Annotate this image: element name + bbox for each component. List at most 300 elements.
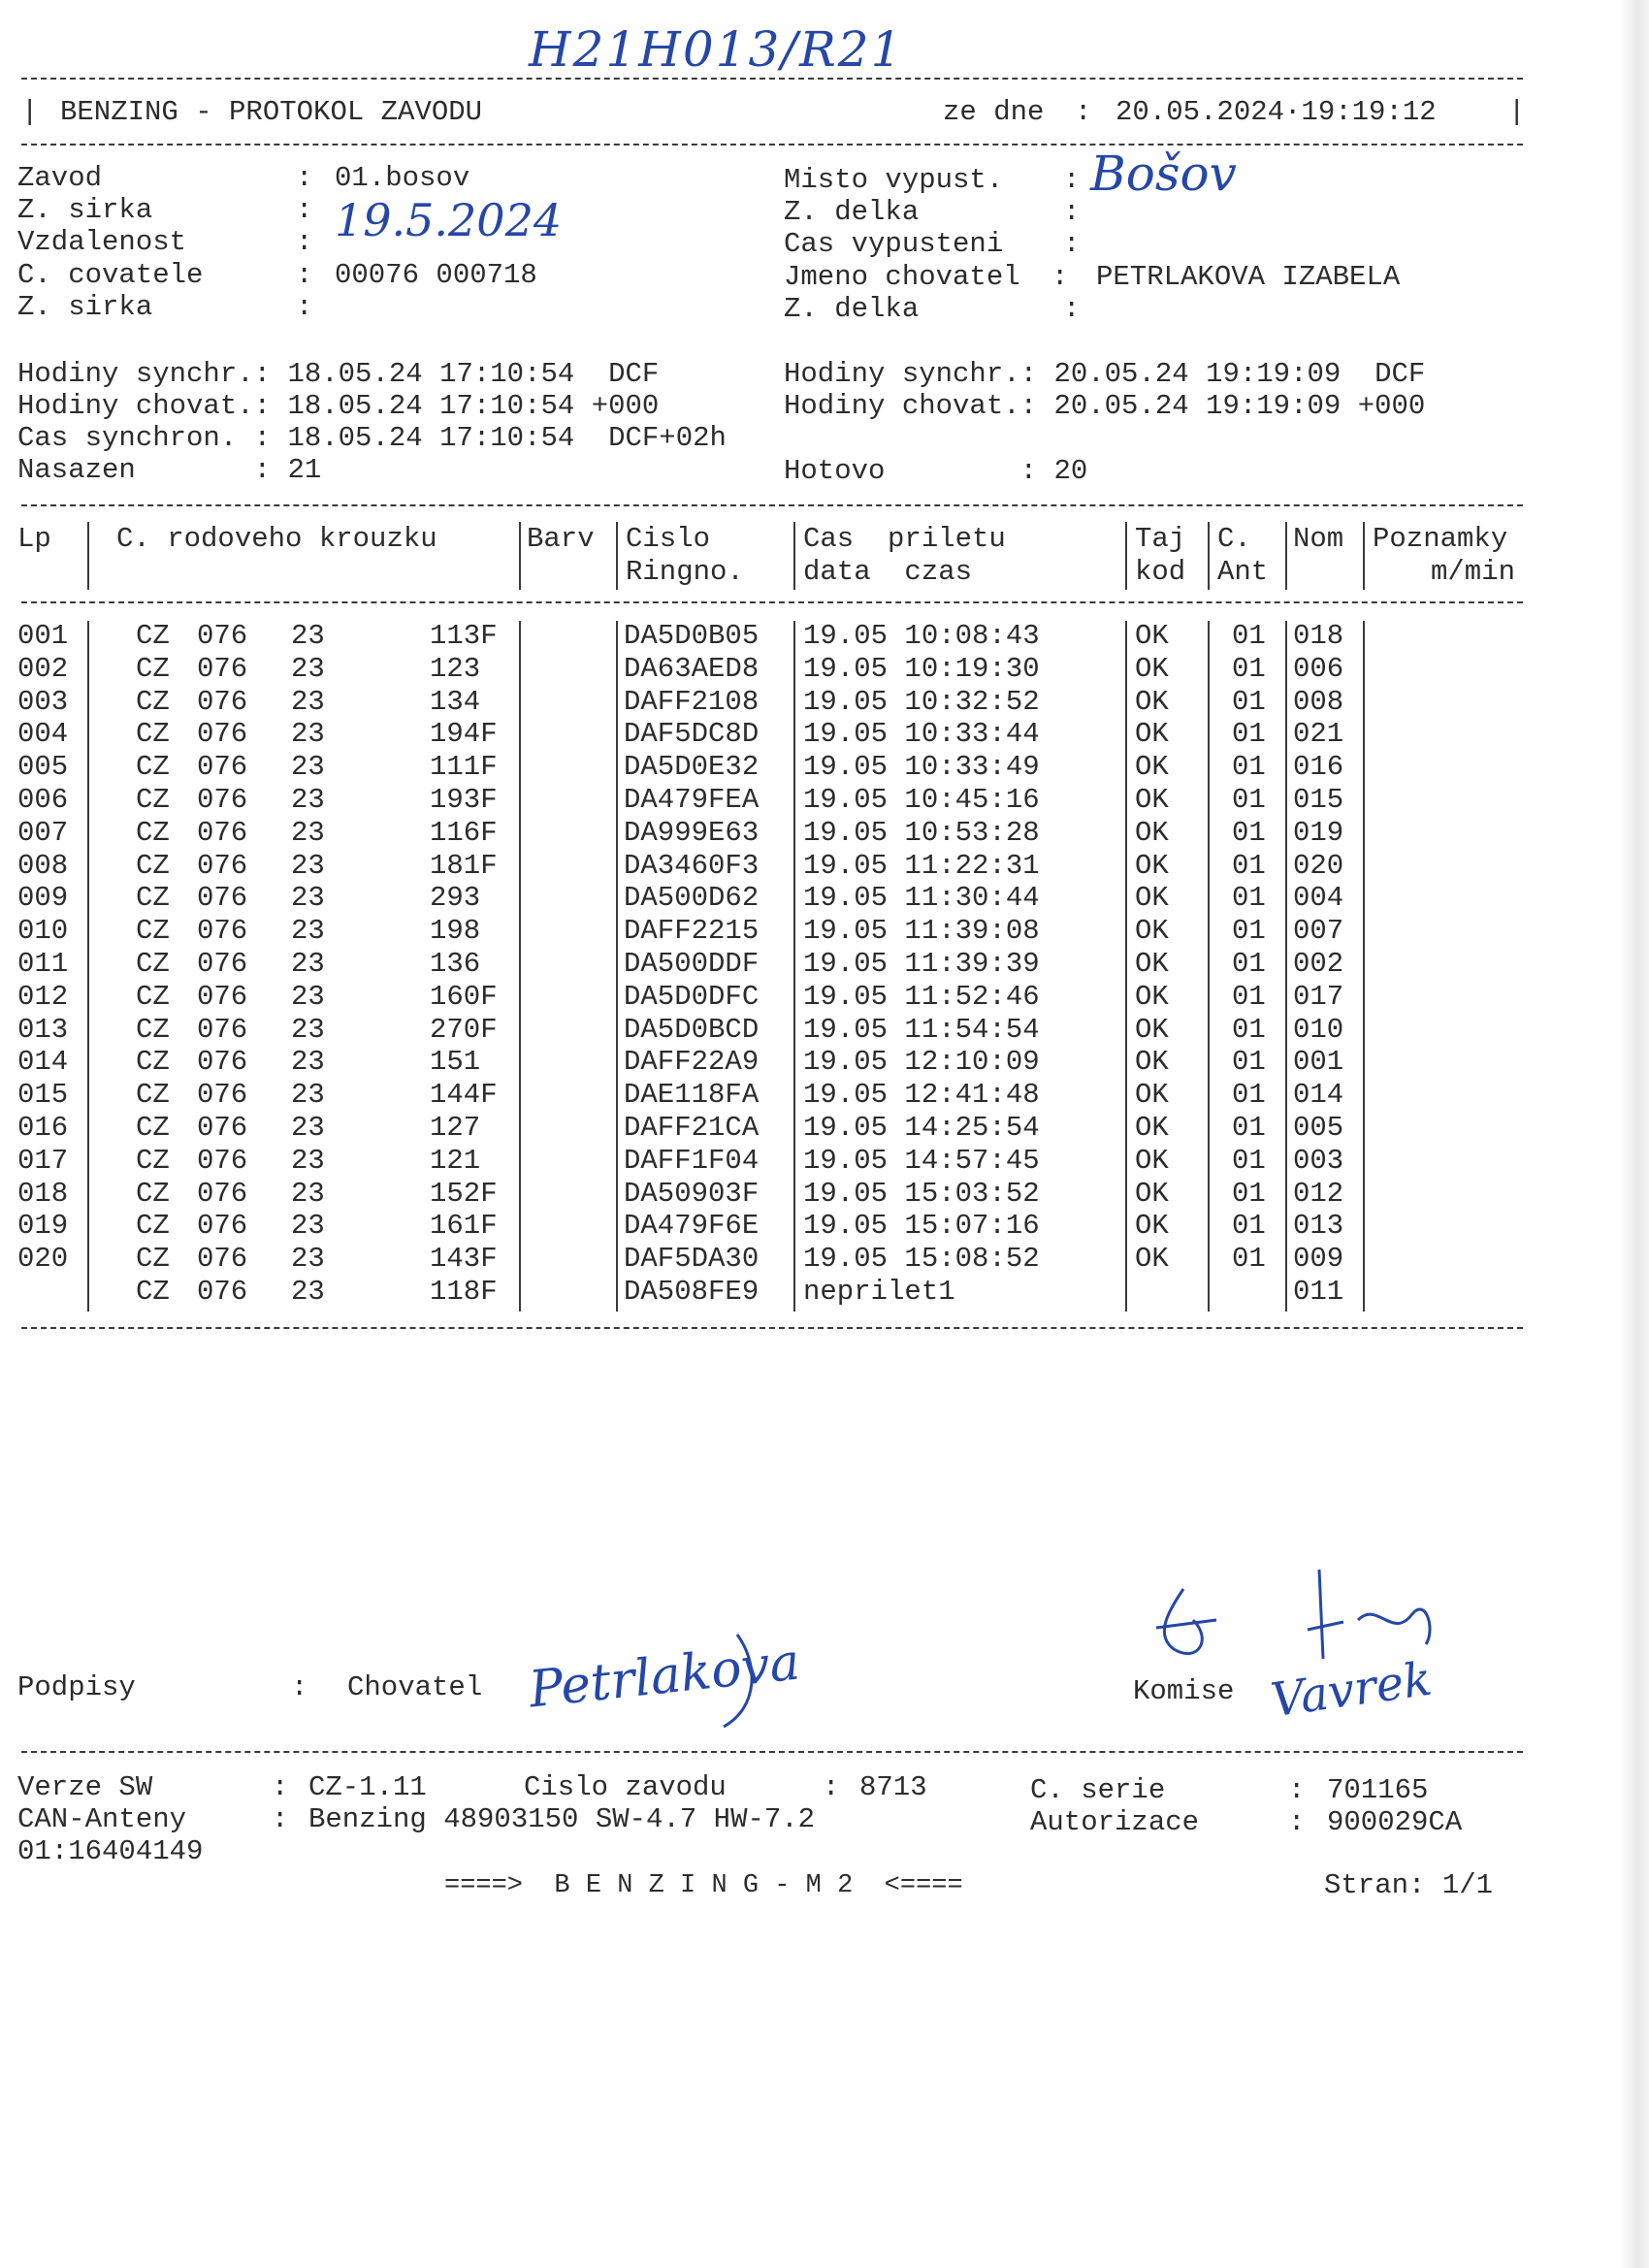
cell-antenna: 01 bbox=[1232, 1112, 1266, 1144]
cell-taj-kod: OK bbox=[1135, 1144, 1169, 1177]
cell-cislo: DAFF2215 bbox=[624, 915, 760, 948]
cell-cislo: DAFF22A9 bbox=[624, 1046, 760, 1079]
cell-antenna: 01 bbox=[1232, 1079, 1266, 1112]
cell-year: 23 bbox=[291, 1112, 325, 1144]
cell-cislo: DA50903F bbox=[624, 1177, 760, 1210]
info-label-jmeno: Jmeno chovatel bbox=[784, 261, 1020, 293]
footer-colon: : bbox=[272, 1771, 289, 1803]
divider-header bbox=[21, 144, 1523, 146]
cell-antenna: 01 bbox=[1232, 882, 1266, 915]
cell-nom: 013 bbox=[1293, 1210, 1344, 1243]
cell-nom: 008 bbox=[1293, 685, 1344, 718]
cell-lp: 003 bbox=[17, 685, 69, 718]
col-header-taj: Taj bbox=[1135, 523, 1186, 555]
cell-year: 23 bbox=[291, 816, 325, 849]
cell-ring-number: 194F bbox=[430, 718, 498, 751]
cell-arrival-time: neprilet1 bbox=[803, 1276, 955, 1308]
cell-country: CZ bbox=[136, 751, 170, 784]
col-header-barv: Barv bbox=[527, 523, 595, 555]
cell-arrival-time: 19.05 11:52:46 bbox=[803, 980, 1040, 1013]
cell-arrival-time: 19.05 15:03:52 bbox=[803, 1177, 1040, 1210]
table-row bbox=[0, 1146, 1513, 1179]
cell-year: 23 bbox=[291, 1210, 325, 1243]
cell-country: CZ bbox=[136, 915, 170, 948]
cell-year: 23 bbox=[291, 1243, 325, 1276]
cell-arrival-time: 19.05 12:10:09 bbox=[803, 1046, 1040, 1079]
cell-year: 23 bbox=[291, 1079, 325, 1112]
cell-ring-number: 143F bbox=[430, 1243, 498, 1276]
divider-table-bottom bbox=[21, 1327, 1523, 1329]
handwritten-date: 19.5.2024 bbox=[335, 194, 563, 246]
komise-initials-signature bbox=[1145, 1581, 1232, 1678]
cell-country: CZ bbox=[136, 685, 170, 718]
cell-arrival-time: 19.05 10:19:30 bbox=[803, 652, 1040, 685]
cell-ring-number: 198 bbox=[430, 915, 481, 948]
cell-nom: 010 bbox=[1293, 1013, 1344, 1046]
col-header-kod: kod bbox=[1135, 556, 1186, 588]
cell-antenna: 01 bbox=[1232, 980, 1266, 1013]
cell-arrival-time: 19.05 10:32:52 bbox=[803, 685, 1040, 718]
cell-code: 076 bbox=[197, 1210, 248, 1243]
cell-cislo: DAE118FA bbox=[624, 1079, 760, 1112]
cell-arrival-time: 19.05 15:07:16 bbox=[803, 1210, 1040, 1243]
col-sep bbox=[519, 522, 521, 590]
cell-country: CZ bbox=[136, 980, 170, 1013]
col-header-ringno: Ringno. bbox=[626, 556, 744, 588]
cell-code: 076 bbox=[197, 751, 248, 784]
cell-year: 23 bbox=[291, 915, 325, 948]
footer-autor-label: Autorizace bbox=[1030, 1806, 1200, 1838]
col-header-ant: Ant bbox=[1217, 556, 1269, 588]
cell-country: CZ bbox=[136, 816, 170, 849]
footer-page-number: Stran: 1/1 bbox=[1324, 1869, 1494, 1901]
table-row bbox=[0, 1080, 1513, 1113]
table-row bbox=[0, 1179, 1513, 1212]
col-sep bbox=[616, 522, 618, 590]
footer-can-label: CAN-Anteny bbox=[17, 1803, 187, 1835]
info-colon: : bbox=[1063, 196, 1081, 228]
cell-taj-kod: OK bbox=[1135, 1112, 1169, 1144]
cell-lp: 012 bbox=[17, 980, 69, 1013]
cell-code: 076 bbox=[197, 620, 248, 652]
cell-lp: 018 bbox=[17, 1177, 69, 1210]
cell-nom: 002 bbox=[1293, 948, 1344, 980]
cell-lp: 009 bbox=[17, 882, 69, 915]
cell-nom: 020 bbox=[1293, 849, 1344, 882]
cell-cislo: DAFF1F04 bbox=[624, 1144, 760, 1177]
cell-country: CZ bbox=[136, 882, 170, 915]
info-colon: : bbox=[296, 162, 313, 194]
cell-code: 076 bbox=[197, 882, 248, 915]
info-label-misto: Misto vypust. bbox=[784, 164, 1004, 196]
cell-code: 076 bbox=[197, 1046, 248, 1079]
cell-ring-number: 293 bbox=[430, 882, 481, 915]
cell-taj-kod: OK bbox=[1135, 1177, 1169, 1210]
cell-lp: 006 bbox=[17, 784, 69, 816]
cell-code: 076 bbox=[197, 816, 248, 849]
cell-antenna: 01 bbox=[1232, 816, 1266, 849]
col-sep bbox=[1363, 522, 1365, 590]
cell-antenna: 01 bbox=[1232, 784, 1266, 816]
footer-colon: : bbox=[1288, 1806, 1306, 1838]
col-header-nom: Nom bbox=[1293, 523, 1344, 555]
cell-year: 23 bbox=[291, 751, 325, 784]
cell-code: 076 bbox=[197, 652, 248, 685]
table-row bbox=[0, 621, 1513, 654]
cell-taj-kod: OK bbox=[1135, 784, 1169, 816]
footer-colon: : bbox=[823, 1771, 840, 1803]
cell-ring-number: 193F bbox=[430, 784, 498, 816]
info-value-zavod: 01.bosov bbox=[335, 162, 470, 194]
cell-lp: 019 bbox=[17, 1210, 69, 1243]
chovatel-signature: Petrlakova bbox=[526, 1633, 803, 1720]
table-row bbox=[0, 1211, 1513, 1244]
cell-nom: 012 bbox=[1293, 1177, 1344, 1210]
info-label-cas-vypusteni: Cas vypusteni bbox=[784, 228, 1004, 260]
cell-taj-kod: OK bbox=[1135, 915, 1169, 948]
cell-taj-kod: OK bbox=[1135, 816, 1169, 849]
cell-ring-number: 123 bbox=[430, 652, 481, 685]
cell-arrival-time: 19.05 15:08:52 bbox=[803, 1243, 1040, 1276]
cell-arrival-time: 19.05 11:39:08 bbox=[803, 915, 1040, 948]
cell-antenna: 01 bbox=[1232, 652, 1266, 685]
info-colon: : bbox=[296, 226, 313, 258]
cell-nom: 009 bbox=[1293, 1243, 1344, 1276]
sync-line-3-left: Cas synchron. : 18.05.24 17:10:54 DCF+02h bbox=[17, 422, 727, 454]
chovatel-signature-stroke bbox=[718, 1630, 766, 1741]
footer-colon: : bbox=[272, 1803, 289, 1835]
info-label-sirka-2: Z. sirka bbox=[17, 291, 153, 323]
cell-antenna: 01 bbox=[1232, 1210, 1266, 1243]
cell-lp: 001 bbox=[17, 620, 69, 652]
col-sep bbox=[1285, 522, 1287, 590]
divider-table-header bbox=[21, 601, 1523, 603]
cell-code: 076 bbox=[197, 915, 248, 948]
cell-ring-number: 270F bbox=[430, 1013, 498, 1046]
col-header-cislo: Cislo bbox=[626, 523, 711, 555]
table-row bbox=[0, 982, 1513, 1015]
cell-taj-kod: OK bbox=[1135, 1243, 1169, 1276]
cell-nom: 011 bbox=[1293, 1276, 1344, 1308]
cell-cislo: DAF5DC8D bbox=[624, 718, 760, 751]
cell-year: 23 bbox=[291, 718, 325, 751]
cell-antenna: 01 bbox=[1232, 1144, 1266, 1177]
cell-lp: 002 bbox=[17, 652, 69, 685]
cell-country: CZ bbox=[136, 1177, 170, 1210]
cell-arrival-time: 19.05 10:53:28 bbox=[803, 816, 1040, 849]
cell-cislo: DA999E63 bbox=[624, 816, 760, 849]
cell-country: CZ bbox=[136, 718, 170, 751]
cell-country: CZ bbox=[136, 620, 170, 652]
cell-ring-number: 121 bbox=[430, 1144, 481, 1177]
table-row bbox=[0, 719, 1513, 752]
header-right-border: | bbox=[1508, 96, 1526, 128]
chovatel-label: Chovatel bbox=[347, 1671, 483, 1703]
cell-lp: 007 bbox=[17, 816, 69, 849]
cell-code: 076 bbox=[197, 1177, 248, 1210]
cell-cislo: DA5D0E32 bbox=[624, 751, 760, 784]
cell-taj-kod: OK bbox=[1135, 980, 1169, 1013]
col-sep bbox=[793, 522, 795, 590]
cell-taj-kod: OK bbox=[1135, 849, 1169, 882]
cell-year: 23 bbox=[291, 980, 325, 1013]
cell-code: 076 bbox=[197, 1079, 248, 1112]
cell-cislo: DA479FEA bbox=[624, 784, 760, 816]
info-colon: : bbox=[296, 259, 313, 291]
footer-banner: ====> B E N Z I N G - M 2 <==== bbox=[444, 1871, 963, 1900]
footer-id-line: 01:16404149 bbox=[17, 1835, 204, 1867]
col-header-poznamky: Poznamky bbox=[1373, 523, 1508, 555]
cell-arrival-time: 19.05 11:30:44 bbox=[803, 882, 1040, 915]
handwritten-reference: H21H013/R21 bbox=[529, 21, 904, 78]
cell-nom: 003 bbox=[1293, 1144, 1344, 1177]
sync-line-1-right: Hodiny synchr.: 20.05.24 19:19:09 DCF bbox=[784, 358, 1426, 390]
cell-ring-number: 160F bbox=[430, 980, 498, 1013]
sync-line-4-right: Hotovo : 20 bbox=[784, 455, 1088, 487]
info-colon: : bbox=[1063, 293, 1081, 325]
cell-lp: 020 bbox=[17, 1243, 69, 1276]
cell-code: 076 bbox=[197, 980, 248, 1013]
col-sep bbox=[1208, 522, 1210, 590]
komise-label: Komise bbox=[1133, 1675, 1235, 1707]
cell-year: 23 bbox=[291, 620, 325, 652]
cell-code: 076 bbox=[197, 1276, 248, 1308]
cell-ring-number: 116F bbox=[430, 816, 498, 849]
cell-ring-number: 127 bbox=[430, 1112, 481, 1144]
cell-year: 23 bbox=[291, 685, 325, 718]
cell-lp: 016 bbox=[17, 1112, 69, 1144]
cell-year: 23 bbox=[291, 948, 325, 980]
col-sep bbox=[1125, 522, 1127, 590]
cell-antenna: 01 bbox=[1232, 948, 1266, 980]
col-header-data: data czas bbox=[803, 556, 973, 588]
cell-taj-kod: OK bbox=[1135, 685, 1169, 718]
cell-country: CZ bbox=[136, 1013, 170, 1046]
cell-country: CZ bbox=[136, 948, 170, 980]
info-colon: : bbox=[296, 194, 313, 226]
cell-ring-number: 161F bbox=[430, 1210, 498, 1243]
col-header-lp: Lp bbox=[17, 523, 51, 555]
info-label-vzdalenost: Vzdalenost bbox=[17, 226, 187, 258]
footer-serie-label: C. serie bbox=[1030, 1774, 1166, 1806]
info-label-covatele: C. covatele bbox=[17, 259, 204, 291]
cell-cislo: DA479F6E bbox=[624, 1210, 760, 1243]
cell-cislo: DAF5DA30 bbox=[624, 1243, 760, 1276]
info-label-delka: Z. delka bbox=[784, 196, 920, 228]
cell-lp: 008 bbox=[17, 849, 69, 882]
handwritten-place: Bošov bbox=[1090, 146, 1237, 202]
cell-arrival-time: 19.05 10:33:49 bbox=[803, 751, 1040, 784]
cell-cislo: DAFF21CA bbox=[624, 1112, 760, 1144]
document-title: BENZING - PROTOKOL ZAVODU bbox=[60, 96, 483, 128]
footer-autor-value: 900029CA bbox=[1327, 1806, 1463, 1838]
divider-top bbox=[21, 78, 1523, 80]
cell-arrival-time: 19.05 10:08:43 bbox=[803, 620, 1040, 652]
header-date-colon: : bbox=[1075, 96, 1092, 128]
cell-country: CZ bbox=[136, 1112, 170, 1144]
info-colon: : bbox=[296, 291, 313, 323]
cell-code: 076 bbox=[197, 718, 248, 751]
cell-ring-number: 144F bbox=[430, 1079, 498, 1112]
komise-signature: Vavrek bbox=[1267, 1651, 1436, 1729]
cell-lp: 004 bbox=[17, 718, 69, 751]
cell-antenna: 01 bbox=[1232, 1046, 1266, 1079]
cell-nom: 019 bbox=[1293, 816, 1344, 849]
cell-cislo: DA5D0DFC bbox=[624, 980, 760, 1013]
footer-cislo-label: Cislo zavodu bbox=[524, 1771, 727, 1803]
cell-taj-kod: OK bbox=[1135, 652, 1169, 685]
cell-cislo: DA5D0BCD bbox=[624, 1013, 760, 1046]
cell-ring-number: 134 bbox=[430, 685, 481, 718]
cell-cislo: DA500DDF bbox=[624, 948, 760, 980]
cell-ring-number: 181F bbox=[430, 849, 498, 882]
footer-verze-label: Verze SW bbox=[17, 1771, 153, 1803]
cell-country: CZ bbox=[136, 1243, 170, 1276]
cell-year: 23 bbox=[291, 1046, 325, 1079]
cell-ring-number: 152F bbox=[430, 1177, 498, 1210]
cell-taj-kod: OK bbox=[1135, 1210, 1169, 1243]
info-colon: : bbox=[1051, 261, 1069, 293]
cell-lp: 005 bbox=[17, 751, 69, 784]
info-colon: : bbox=[1063, 164, 1081, 196]
table-row bbox=[0, 752, 1513, 785]
signatures-label: Podpisy bbox=[17, 1671, 136, 1703]
info-label-sirka: Z. sirka bbox=[17, 194, 153, 226]
cell-cislo: DAFF2108 bbox=[624, 685, 760, 718]
cell-nom: 007 bbox=[1293, 915, 1344, 948]
cell-arrival-time: 19.05 11:39:39 bbox=[803, 948, 1040, 980]
cell-arrival-time: 19.05 12:41:48 bbox=[803, 1079, 1040, 1112]
cell-ring-number: 113F bbox=[430, 620, 498, 652]
cell-nom: 016 bbox=[1293, 751, 1344, 784]
cell-country: CZ bbox=[136, 1144, 170, 1177]
komise-signature-stroke bbox=[1290, 1562, 1455, 1683]
cell-code: 076 bbox=[197, 784, 248, 816]
info-value-covatele: 00076 000718 bbox=[335, 259, 537, 291]
sync-line-2-right: Hodiny chovat.: 20.05.24 19:19:09 +000 bbox=[784, 390, 1426, 422]
info-colon: : bbox=[1063, 228, 1081, 260]
cell-arrival-time: 19.05 14:25:54 bbox=[803, 1112, 1040, 1144]
table-row bbox=[0, 851, 1513, 884]
col-sep bbox=[87, 522, 89, 590]
footer-verze-value: CZ-1.11 bbox=[308, 1771, 427, 1803]
cell-antenna: 01 bbox=[1232, 915, 1266, 948]
cell-nom: 018 bbox=[1293, 620, 1344, 652]
cell-arrival-time: 19.05 10:33:44 bbox=[803, 718, 1040, 751]
header-date-label: ze dne bbox=[943, 96, 1045, 128]
cell-antenna: 01 bbox=[1232, 620, 1266, 652]
cell-lp: 015 bbox=[17, 1079, 69, 1112]
table-row bbox=[0, 1113, 1513, 1146]
info-label-delka-2: Z. delka bbox=[784, 293, 920, 325]
cell-antenna: 01 bbox=[1232, 849, 1266, 882]
table-row bbox=[0, 654, 1513, 687]
cell-taj-kod: OK bbox=[1135, 882, 1169, 915]
divider-footer bbox=[21, 1751, 1523, 1753]
table-row bbox=[0, 949, 1513, 982]
cell-lp: 010 bbox=[17, 915, 69, 948]
cell-country: CZ bbox=[136, 652, 170, 685]
info-value-jmeno: PETRLAKOVA IZABELA bbox=[1096, 261, 1401, 293]
cell-ring-number: 111F bbox=[430, 751, 498, 784]
cell-year: 23 bbox=[291, 1013, 325, 1046]
col-header-c: C. bbox=[1217, 523, 1251, 555]
cell-year: 23 bbox=[291, 1177, 325, 1210]
table-row bbox=[0, 1244, 1513, 1277]
cell-code: 076 bbox=[197, 685, 248, 718]
cell-code: 076 bbox=[197, 1243, 248, 1276]
cell-lp: 011 bbox=[17, 948, 69, 980]
info-label-zavod: Zavod bbox=[17, 162, 103, 194]
scan-edge-shadow bbox=[1620, 0, 1649, 2268]
cell-cislo: DA500D62 bbox=[624, 882, 760, 915]
cell-cislo: DA3460F3 bbox=[624, 849, 760, 882]
divider-table-top bbox=[21, 504, 1523, 506]
cell-nom: 004 bbox=[1293, 882, 1344, 915]
table-row bbox=[0, 1277, 1513, 1310]
table-row bbox=[0, 785, 1513, 818]
cell-taj-kod: OK bbox=[1135, 1046, 1169, 1079]
cell-code: 076 bbox=[197, 948, 248, 980]
footer-serie-value: 701165 bbox=[1327, 1774, 1429, 1806]
cell-year: 23 bbox=[291, 1276, 325, 1308]
table-row bbox=[0, 883, 1513, 916]
cell-nom: 001 bbox=[1293, 1046, 1344, 1079]
table-row bbox=[0, 1015, 1513, 1048]
cell-country: CZ bbox=[136, 849, 170, 882]
cell-cislo: DA508FE9 bbox=[624, 1276, 760, 1308]
cell-arrival-time: 19.05 11:54:54 bbox=[803, 1013, 1040, 1046]
cell-lp: 017 bbox=[17, 1144, 69, 1177]
table-row bbox=[0, 1047, 1513, 1080]
cell-year: 23 bbox=[291, 849, 325, 882]
cell-antenna: 01 bbox=[1232, 685, 1266, 718]
cell-country: CZ bbox=[136, 1046, 170, 1079]
cell-nom: 006 bbox=[1293, 652, 1344, 685]
cell-taj-kod: OK bbox=[1135, 1079, 1169, 1112]
cell-arrival-time: 19.05 10:45:16 bbox=[803, 784, 1040, 816]
cell-year: 23 bbox=[291, 784, 325, 816]
footer-cislo-value: 8713 bbox=[859, 1771, 927, 1803]
cell-cislo: DA5D0B05 bbox=[624, 620, 760, 652]
cell-nom: 005 bbox=[1293, 1112, 1344, 1144]
col-header-ring: C. rodoveho krouzku bbox=[116, 523, 437, 555]
table-row bbox=[0, 687, 1513, 720]
cell-ring-number: 151 bbox=[430, 1046, 481, 1079]
cell-nom: 014 bbox=[1293, 1079, 1344, 1112]
cell-antenna: 01 bbox=[1232, 1177, 1266, 1210]
cell-year: 23 bbox=[291, 882, 325, 915]
cell-ring-number: 118F bbox=[430, 1276, 498, 1308]
cell-antenna: 01 bbox=[1232, 751, 1266, 784]
header-left-border: | bbox=[21, 96, 39, 128]
cell-antenna: 01 bbox=[1232, 718, 1266, 751]
cell-year: 23 bbox=[291, 1144, 325, 1177]
cell-taj-kod: OK bbox=[1135, 948, 1169, 980]
table-row bbox=[0, 818, 1513, 851]
cell-taj-kod: OK bbox=[1135, 751, 1169, 784]
cell-code: 076 bbox=[197, 849, 248, 882]
cell-code: 076 bbox=[197, 1144, 248, 1177]
cell-arrival-time: 19.05 14:57:45 bbox=[803, 1144, 1040, 1177]
sync-line-4-left: Nasazen : 21 bbox=[17, 454, 322, 486]
cell-cislo: DA63AED8 bbox=[624, 652, 760, 685]
footer-can-value: Benzing 48903150 SW-4.7 HW-7.2 bbox=[308, 1803, 816, 1835]
signatures-colon: : bbox=[291, 1671, 308, 1703]
cell-country: CZ bbox=[136, 1276, 170, 1308]
cell-lp: 014 bbox=[17, 1046, 69, 1079]
cell-nom: 017 bbox=[1293, 980, 1344, 1013]
